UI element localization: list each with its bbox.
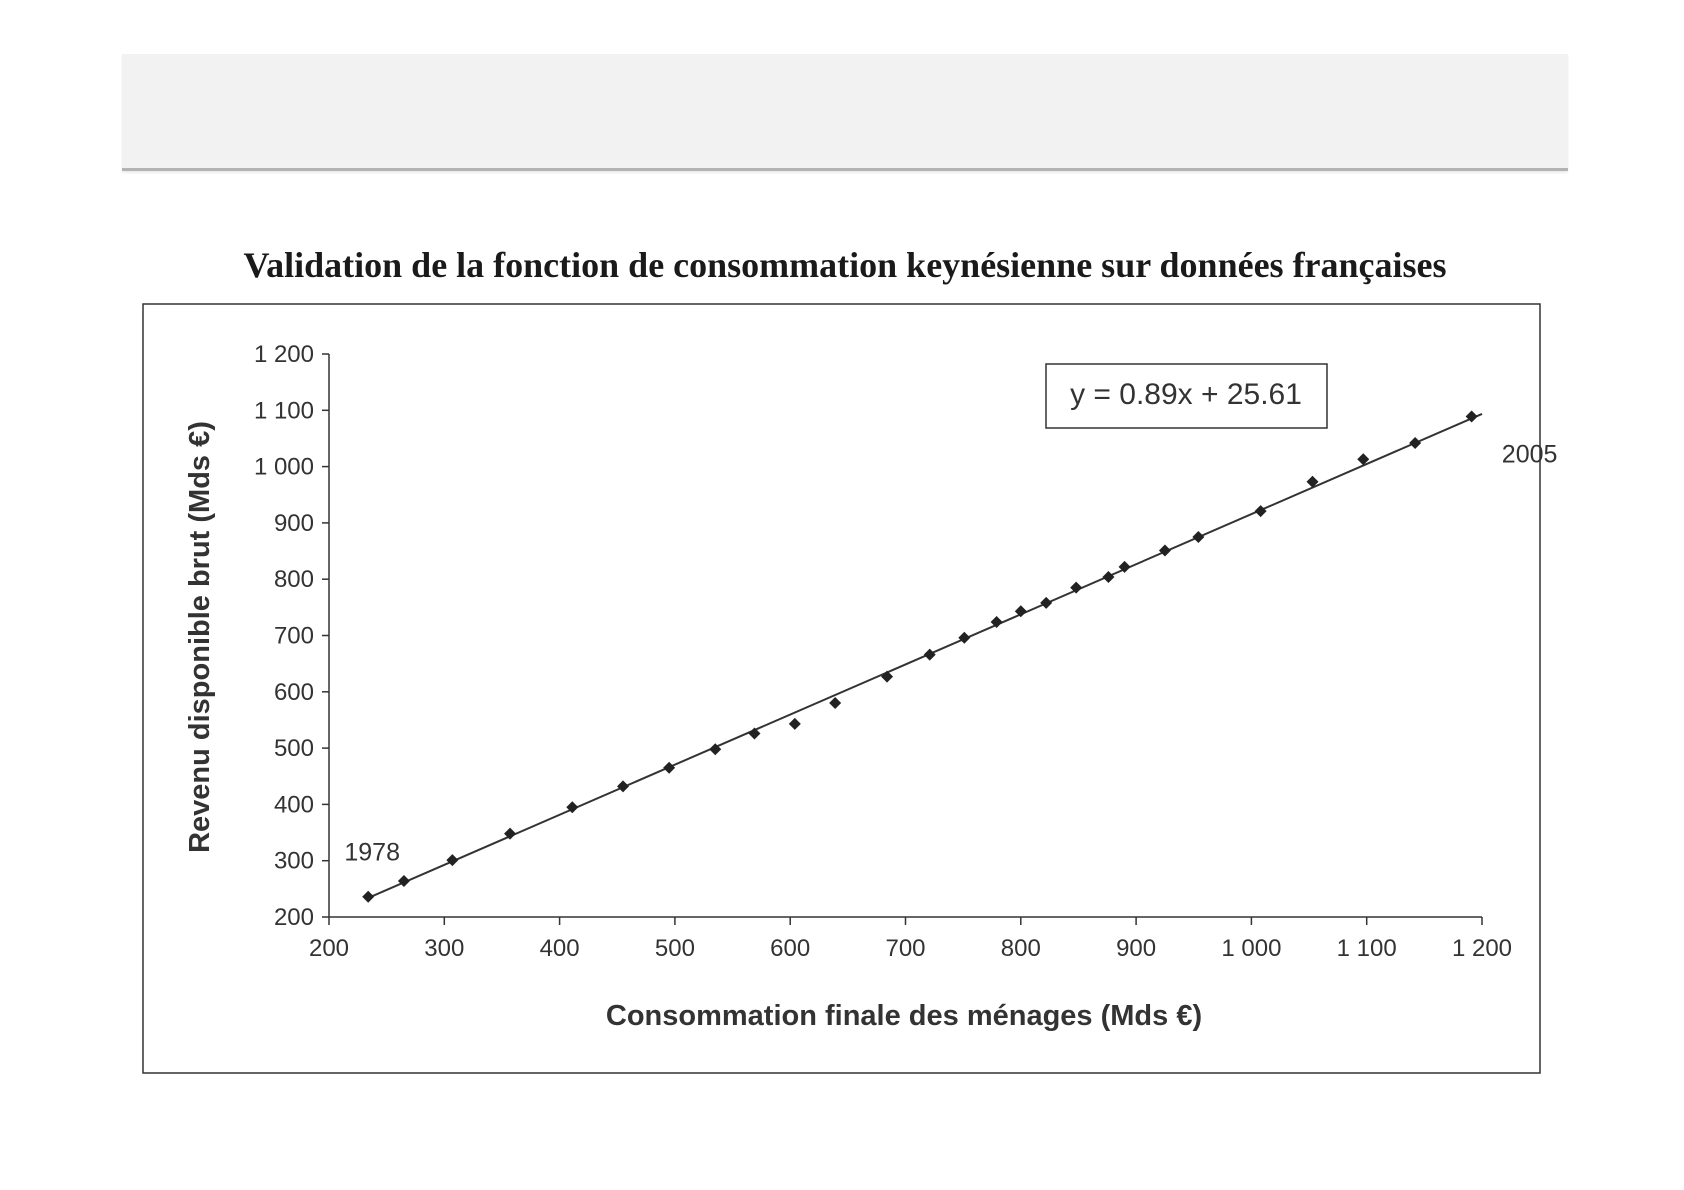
y-tick-label: 1 000: [253, 453, 314, 481]
x-tick-label: 1 200: [1451, 935, 1513, 962]
trendline-equation: y = 0.89x + 25.61: [1070, 378, 1302, 411]
y-tick-label: 300: [273, 847, 314, 875]
point-annotation: 1978: [344, 838, 401, 867]
y-tick-label: 1 200: [253, 341, 314, 368]
y-tick-label: 600: [273, 678, 314, 706]
y-tick-label: 900: [273, 509, 314, 537]
chart-frame: [143, 304, 1540, 1073]
x-tick-label: 500: [654, 935, 695, 962]
x-tick-label: 300: [424, 935, 465, 962]
y-tick-label: 400: [273, 791, 314, 819]
y-tick-label: 800: [273, 566, 314, 594]
y-tick-label: 500: [273, 735, 314, 763]
y-tick-label: 200: [273, 904, 314, 931]
x-tick-label: 1 000: [1221, 935, 1282, 962]
x-tick-label: 400: [539, 935, 580, 962]
y-axis-title: Revenu disponible brut (Mds €): [184, 421, 216, 853]
x-tick-label: 200: [308, 935, 350, 962]
chart-title: Validation de la fonction de consommation keynésienne sur données françaises: [243, 245, 1447, 285]
point-annotation: 2005: [1501, 440, 1558, 469]
x-tick-label: 900: [1116, 935, 1157, 962]
y-tick-label: 1 100: [253, 397, 314, 425]
x-tick-label: 700: [885, 935, 926, 962]
y-tick-label: 700: [273, 622, 314, 650]
x-tick-label: 1 100: [1336, 935, 1397, 962]
x-tick-label: 600: [770, 935, 811, 962]
x-tick-label: 800: [1000, 935, 1041, 962]
x-axis-title: Consommation finale des ménages (Mds €): [605, 1000, 1203, 1032]
